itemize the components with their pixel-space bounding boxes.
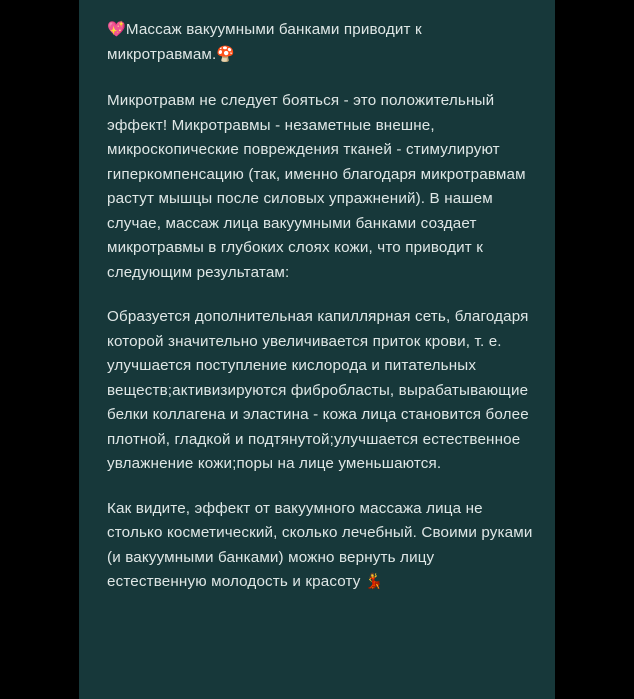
closing-paragraph (107, 497, 533, 595)
dancer-icon: 💃 (364, 573, 384, 590)
paragraph-2: Образуется дополнительная капиллярная сеть, благодаря которой значительно увеличивается приток крови, т. е. улучшается поступление кислорода и питательных веществ;активизируются фибробласты, вырабатывающие белки коллагена и эластина - кожа лица становится более плотной, гладкой и подтянутой;улучшается естественное увлажнение кожи;поры на лице уменьшаются. (107, 308, 529, 472)
heading-text: Массаж вакуумными банками приводит к микротравмам. (107, 21, 422, 63)
message-card (79, 0, 555, 699)
heading-paragraph (107, 18, 533, 67)
mushroom-icon: 🍄 (216, 45, 236, 63)
closing-text: Как видите, эффект от вакуумного массажа лица не столько косметический, сколько лечебный. Своими руками (и вакуумными банками) можно вернуть лицу естественную молодость и красоту (107, 499, 533, 590)
left-letterbox (0, 0, 79, 699)
sparkling-heart-icon: 💖 (107, 21, 126, 38)
paragraph-1: Микротравм не следует бояться - это положительный эффект! Микротравмы - незаметные внешне, микроскопические повреждения тканей - стимулируют гиперкомпенсацию (так, именно благодаря микротравмам растут мышцы после силовых упражнений). В нашем случае, массаж лица вакуумными банками создает микротравмы в глубоких слоях кожи, что приводит к следующим результатам: (107, 92, 526, 281)
right-letterbox (555, 0, 634, 699)
